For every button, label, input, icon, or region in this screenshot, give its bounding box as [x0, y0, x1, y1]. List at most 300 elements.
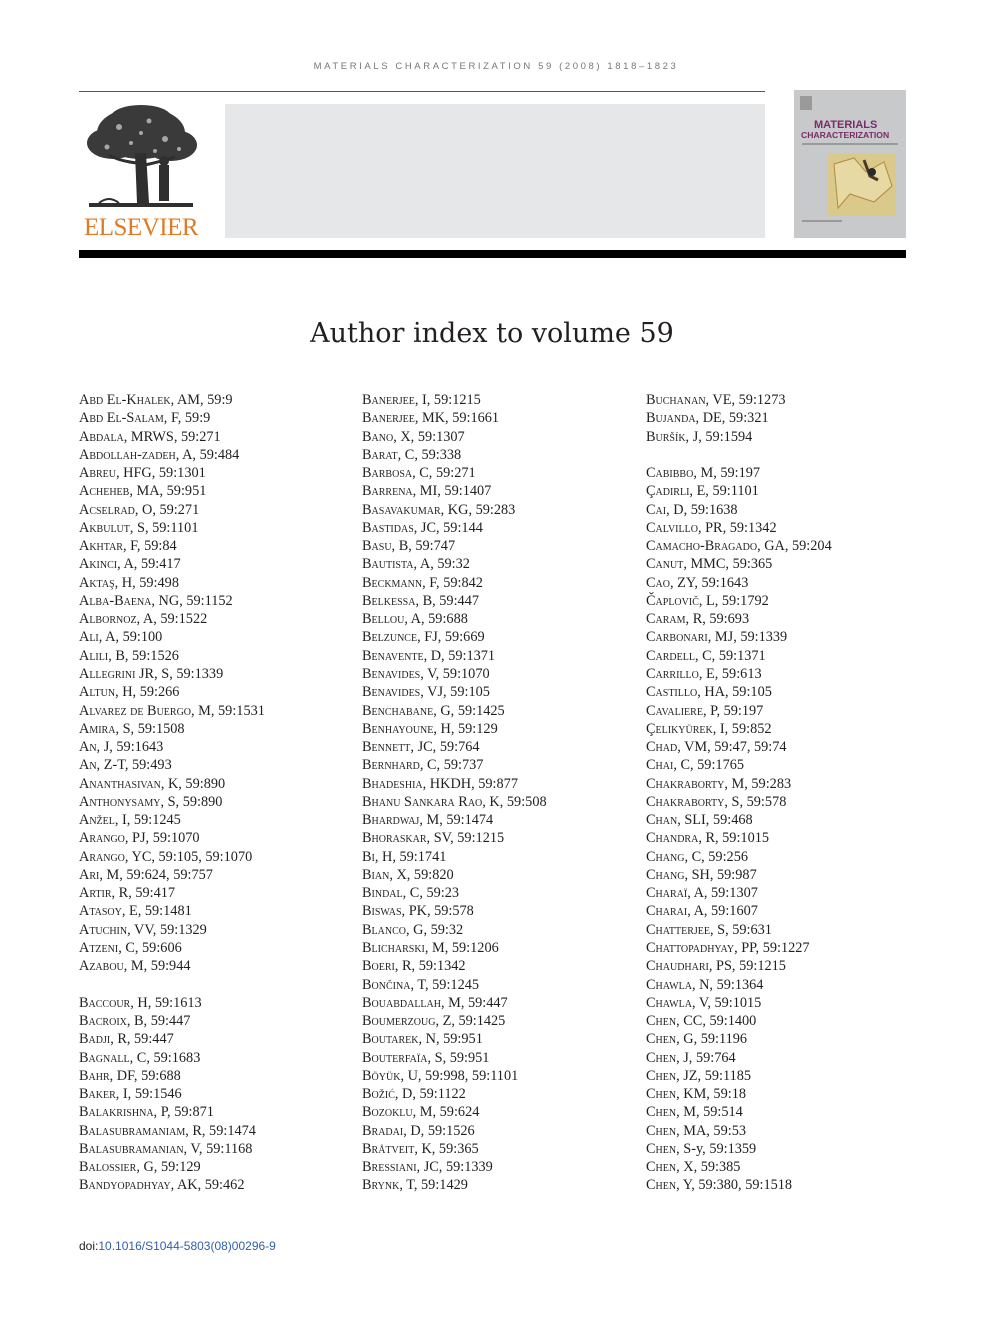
author-initials-pages: , JC, 59:144 — [413, 519, 483, 536]
author-surname: Caram — [646, 611, 686, 628]
author-entry — [362, 1085, 652, 1103]
author-surname: Chawla — [646, 994, 692, 1011]
author-initials-pages: , S, 59:890 — [160, 793, 223, 810]
author-entry — [79, 921, 369, 939]
author-initials-pages: , R, 59:1015 — [698, 830, 770, 847]
author-entry — [362, 775, 652, 793]
author-surname: Artir — [79, 885, 112, 902]
author-surname: Chatterjee — [646, 921, 710, 938]
author-initials-pages: , D, 59:1638 — [666, 501, 738, 518]
author-surname: Charaï — [646, 885, 688, 902]
author-entry — [646, 775, 936, 793]
author-initials-pages: , E, 59:1481 — [121, 903, 192, 920]
author-surname: Bončina — [362, 976, 411, 993]
author-surname: An — [79, 739, 97, 756]
author-initials-pages: , F, 59:842 — [422, 574, 483, 591]
author-surname: Barat — [362, 446, 398, 463]
author-entry — [646, 482, 936, 500]
author-initials-pages: , F, 59:84 — [122, 538, 177, 555]
author-entry — [79, 464, 369, 482]
author-entry — [646, 683, 936, 701]
author-surname: Benhayoune — [362, 720, 434, 737]
author-entry — [646, 848, 936, 866]
author-initials-pages: , E, 59:613 — [698, 665, 762, 682]
author-surname: Alili — [79, 647, 109, 664]
author-entry — [646, 1158, 936, 1176]
author-surname: Bhardwaj — [362, 812, 420, 829]
author-initials-pages: , KM, 59:18 — [676, 1086, 746, 1103]
author-surname: Carbonari — [646, 629, 708, 646]
author-surname: Altun — [79, 684, 116, 701]
author-initials-pages: , H, 59:266 — [115, 684, 180, 701]
author-entry — [646, 592, 936, 610]
author-initials-pages: , M, 59:1206 — [424, 939, 499, 956]
author-initials-pages: , U, 59:998, 59:1101 — [400, 1067, 519, 1084]
author-initials-pages: , SH, 59:987 — [684, 866, 757, 883]
author-initials-pages: , B, 59:447 — [126, 1013, 191, 1030]
author-surname: Basu — [362, 538, 392, 555]
author-surname: Bian — [362, 866, 390, 883]
author-entry — [362, 738, 652, 756]
author-entry — [646, 738, 936, 756]
author-entry — [79, 1085, 369, 1103]
author-surname: Chai — [646, 757, 674, 774]
running-head: MATERIALS CHARACTERIZATION 59 (2008) 1818–1823 — [313, 61, 679, 72]
author-entry — [79, 610, 369, 628]
author-initials-pages: , N, 59:951 — [418, 1031, 483, 1048]
author-surname: Bråtveit — [362, 1140, 415, 1157]
elsevier-wordmark: ELSEVIER — [83, 214, 199, 241]
header-banner — [225, 104, 765, 238]
author-entry — [79, 994, 369, 1012]
author-initials-pages: , MA, 59:53 — [676, 1122, 746, 1139]
author-surname: Bressiani — [362, 1159, 417, 1176]
author-surname: Chattopadhyay — [646, 939, 735, 956]
author-initials-pages: , A, 59:1607 — [687, 903, 758, 920]
author-initials-pages: , V, 59:1070 — [420, 665, 490, 682]
author-surname: Albornoz — [79, 611, 137, 628]
author-surname: Bastidas — [362, 519, 414, 536]
author-initials-pages: , M, 59:944 — [123, 958, 191, 975]
author-entry — [646, 756, 936, 774]
author-surname: Castillo — [646, 684, 698, 701]
author-entry — [362, 976, 652, 994]
author-surname: Abdala — [79, 428, 124, 445]
author-surname: Banerjee — [362, 392, 415, 408]
author-entry — [362, 610, 652, 628]
author-initials-pages: , J, 59:1643 — [96, 739, 164, 756]
author-surname: Belzunce — [362, 629, 418, 646]
author-entry — [646, 884, 936, 902]
author-entry — [646, 829, 936, 847]
author-initials-pages: , M, 59:1531 — [191, 702, 265, 719]
author-entry — [646, 793, 936, 811]
author-surname: Baccour — [79, 994, 131, 1011]
author-initials-pages: , T, 59:1245 — [410, 976, 480, 993]
doi-link[interactable]: 10.1016/S1044-5803(08)00296-9 — [98, 1239, 276, 1253]
author-surname: Bi — [362, 848, 375, 865]
author-entry — [646, 628, 936, 646]
author-surname: Božić — [362, 1086, 395, 1103]
author-surname: Akhtar — [79, 538, 123, 555]
author-initials-pages: , M, 59:624, 59:757 — [99, 866, 213, 883]
author-entry — [79, 939, 369, 957]
author-initials-pages: , SLI, 59:468 — [677, 812, 753, 829]
author-entry — [79, 1103, 369, 1121]
author-entry — [362, 1140, 652, 1158]
author-initials-pages: , KG, 59:283 — [440, 501, 516, 518]
author-initials-pages: , D, 59:1371 — [423, 647, 496, 664]
author-surname: Buchanan — [646, 392, 706, 408]
author-entry — [646, 702, 936, 720]
author-initials-pages: , PP, 59:1227 — [734, 939, 810, 956]
author-surname: Bradai — [362, 1122, 404, 1139]
author-entry — [362, 884, 652, 902]
author-initials-pages: , G, 59:129 — [136, 1159, 201, 1176]
author-entry — [79, 391, 369, 409]
author-surname: Abd El-Khalek — [79, 392, 171, 408]
author-initials-pages: , VV, 59:1329 — [127, 921, 207, 938]
author-entry — [646, 391, 936, 409]
author-initials-pages: , A, 59:688 — [404, 611, 468, 628]
author-surname: Chang — [646, 848, 685, 865]
author-initials-pages: , S-y, 59:1359 — [676, 1140, 757, 1157]
author-surname: Alba-Baena — [79, 592, 152, 609]
author-surname: Bernhard — [362, 757, 420, 774]
author-initials-pages: , MRWS, 59:271 — [123, 428, 221, 445]
author-initials-pages: , VJ, 59:105 — [420, 684, 490, 701]
author-surname: Bautista — [362, 556, 414, 573]
author-surname: Azabou — [79, 958, 124, 975]
author-entry — [362, 555, 652, 573]
author-initials-pages: , PS, 59:1215 — [708, 958, 786, 975]
author-initials-pages: , A, 59:484 — [175, 446, 240, 463]
author-entry — [362, 574, 652, 592]
author-entry — [646, 647, 936, 665]
author-initials-pages: , MJ, 59:1339 — [707, 629, 788, 646]
author-entry — [79, 446, 369, 464]
author-entry — [646, 1140, 936, 1158]
author-initials-pages: , H, 59:129 — [433, 720, 498, 737]
author-entry — [646, 574, 936, 592]
author-surname: Abd El-Salam — [79, 410, 164, 427]
author-surname: Chen — [646, 1159, 677, 1176]
author-initials-pages: , DE, 59:321 — [695, 410, 769, 427]
author-initials-pages: , S, 59:631 — [709, 921, 772, 938]
author-entry — [362, 482, 652, 500]
author-initials-pages: , C, 59:338 — [397, 446, 462, 463]
author-initials-pages: , VE, 59:1273 — [705, 392, 786, 408]
author-initials-pages: , O, 59:271 — [134, 501, 200, 518]
author-surname: Balasubramaniam — [79, 1122, 186, 1139]
author-surname: Chang — [646, 866, 685, 883]
author-surname: Barbosa — [362, 465, 413, 482]
author-surname: Anthonysamy — [79, 793, 161, 810]
author-initials-pages: , PK, 59:578 — [401, 903, 474, 920]
author-entry — [646, 519, 936, 537]
author-initials-pages: , X, 59:820 — [389, 866, 454, 883]
author-initials-pages: , S, 59:578 — [724, 793, 787, 810]
author-initials-pages: , V, 59:1015 — [691, 994, 762, 1011]
author-initials-pages: , B, 59:1526 — [108, 647, 179, 664]
author-initials-pages: , S, 59:1339 — [154, 665, 224, 682]
author-entry — [79, 501, 369, 519]
author-surname: Chen — [646, 1104, 677, 1121]
cover-title-line1: MATERIALS — [814, 119, 878, 131]
author-entry — [646, 866, 936, 884]
author-surname: Bellou — [362, 611, 405, 628]
author-entry — [79, 555, 369, 573]
author-surname: Benavente — [362, 647, 424, 664]
author-surname: Bacroix — [79, 1013, 127, 1030]
author-surname: Atuchin — [79, 921, 128, 938]
author-surname: Boeri — [362, 958, 395, 975]
author-initials-pages: , I, 59:852 — [712, 720, 772, 737]
header-rule — [79, 91, 765, 92]
author-initials-pages: , HFG, 59:1301 — [116, 465, 206, 482]
author-entry — [362, 811, 652, 829]
author-entry — [362, 1176, 652, 1194]
author-surname: Brynk — [362, 1177, 400, 1194]
author-surname: Camacho-Bragado — [646, 538, 758, 555]
author-entry — [79, 848, 369, 866]
author-initials-pages: , HA, 59:105 — [697, 684, 772, 701]
author-surname: Aktaş — [79, 574, 115, 591]
author-surname: Benchabane — [362, 702, 434, 719]
author-entry — [362, 994, 652, 1012]
index-column-3 — [646, 391, 936, 1195]
author-initials-pages: , G, 59:1196 — [676, 1031, 748, 1048]
author-entry — [362, 957, 652, 975]
author-surname: Cardell — [646, 647, 695, 664]
author-surname: Balasubramanian — [79, 1140, 184, 1157]
author-surname: Chen — [646, 1049, 677, 1066]
author-initials-pages: , V, 59:1168 — [183, 1140, 253, 1157]
author-surname: Anžel — [79, 812, 115, 829]
author-entry — [79, 647, 369, 665]
author-surname: Abdollah-zadeh — [79, 446, 176, 463]
author-entry — [362, 428, 652, 446]
author-entry — [79, 756, 369, 774]
author-initials-pages: , D, 59:1122 — [394, 1086, 466, 1103]
author-initials-pages: , PR, 59:1342 — [697, 519, 777, 536]
author-surname: Charai — [646, 903, 688, 920]
author-entry — [362, 446, 652, 464]
author-surname: Chen — [646, 1140, 677, 1157]
author-surname: Cabibbo — [646, 465, 694, 482]
author-surname: Bindal — [362, 885, 403, 902]
author-surname: Chen — [646, 1013, 677, 1030]
author-entry — [362, 1049, 652, 1067]
author-entry — [362, 665, 652, 683]
author-entry — [362, 1103, 652, 1121]
author-entry — [362, 683, 652, 701]
author-entry — [646, 1049, 936, 1067]
index-letter-gap — [79, 976, 369, 994]
author-surname: Acselrad — [79, 501, 135, 518]
author-entry — [646, 1012, 936, 1030]
author-initials-pages: , I, 59:1215 — [414, 392, 481, 408]
author-initials-pages: , JZ, 59:1185 — [676, 1067, 752, 1084]
author-surname: Basavakumar — [362, 501, 441, 518]
author-initials-pages: , F, 59:9 — [163, 410, 211, 427]
author-initials-pages: , R, 59:447 — [110, 1031, 174, 1048]
author-initials-pages: , GA, 59:204 — [757, 538, 832, 555]
author-initials-pages: , L, 59:1792 — [698, 592, 769, 609]
author-surname: Canut — [646, 556, 684, 573]
author-surname: Abreu — [79, 465, 116, 482]
author-surname: Benavides — [362, 684, 421, 701]
author-initials-pages: , JC, 59:764 — [410, 739, 480, 756]
author-surname: Chen — [646, 1177, 677, 1194]
author-surname: Boutarek — [362, 1031, 419, 1048]
author-entry — [79, 957, 369, 975]
page-title: Author index to volume 59 — [310, 318, 674, 349]
author-entry — [79, 592, 369, 610]
author-surname: Allegrini JR — [79, 665, 155, 682]
author-surname: Bouabdallah — [362, 994, 441, 1011]
author-entry — [79, 793, 369, 811]
author-initials-pages: , C, 59:737 — [419, 757, 484, 774]
author-entry — [79, 628, 369, 646]
author-initials-pages: , R, 59:693 — [685, 611, 750, 628]
author-initials-pages: , J, 59:1594 — [685, 428, 753, 445]
author-initials-pages: , N, 59:1364 — [691, 976, 764, 993]
author-surname: Akbulut — [79, 519, 130, 536]
author-initials-pages: , A, 59:417 — [117, 556, 181, 573]
author-initials-pages: , FJ, 59:669 — [417, 629, 485, 646]
author-entry — [646, 1067, 936, 1085]
author-surname: Chad — [646, 739, 678, 756]
author-surname: Banerjee — [362, 410, 415, 427]
author-entry — [362, 902, 652, 920]
author-initials-pages: , PJ, 59:1070 — [124, 830, 200, 847]
author-entry — [79, 866, 369, 884]
author-entry — [646, 902, 936, 920]
author-surname: Biswas — [362, 903, 402, 920]
author-entry — [646, 1103, 936, 1121]
author-surname: Ananthasivan — [79, 775, 161, 792]
author-entry — [362, 519, 652, 537]
author-initials-pages: , Z, 59:1425 — [435, 1013, 506, 1030]
author-surname: Buršík — [646, 428, 686, 445]
author-entry — [646, 1122, 936, 1140]
author-initials-pages: , R, 59:417 — [111, 885, 176, 902]
author-entry — [79, 829, 369, 847]
author-entry — [362, 702, 652, 720]
author-initials-pages: , B, 59:447 — [415, 592, 479, 609]
author-surname: Bagnall — [79, 1049, 130, 1066]
author-initials-pages: , MMC, 59:365 — [683, 556, 773, 573]
author-initials-pages: , SV, 59:1215 — [426, 830, 505, 847]
author-entry — [646, 464, 936, 482]
author-entry — [362, 592, 652, 610]
author-initials-pages: , S, 59:1508 — [115, 720, 185, 737]
author-entry — [646, 665, 936, 683]
author-initials-pages: , M, 59:514 — [676, 1104, 743, 1121]
cover-title-line2: CHARACTERIZATION — [801, 130, 890, 140]
author-surname: Bouterfaïa — [362, 1049, 428, 1066]
author-surname: Chen — [646, 1067, 677, 1084]
author-entry — [362, 1067, 652, 1085]
author-initials-pages: , R, 59:1342 — [394, 958, 466, 975]
author-entry — [646, 811, 936, 829]
author-surname: Akinci — [79, 556, 118, 573]
author-initials-pages: , G, 59:1425 — [433, 702, 505, 719]
author-surname: Chen — [646, 1122, 677, 1139]
author-initials-pages: , VM, 59:47, 59:74 — [677, 739, 787, 756]
author-entry — [646, 610, 936, 628]
author-entry — [646, 1176, 936, 1194]
author-initials-pages: , M, 59:283 — [724, 775, 792, 792]
author-initials-pages: , C, 59:256 — [684, 848, 748, 865]
author-surname: Çadirli — [646, 483, 690, 500]
author-initials-pages: , M, 59:624 — [412, 1104, 480, 1121]
author-surname: Arango — [79, 830, 125, 847]
author-initials-pages: , J, 59:764 — [676, 1049, 736, 1066]
author-entry — [79, 519, 369, 537]
author-surname: Chen — [646, 1086, 677, 1103]
author-initials-pages: , K, 59:365 — [414, 1140, 479, 1157]
author-initials-pages: , C, 59:1371 — [694, 647, 766, 664]
author-surname: Baker — [79, 1086, 116, 1103]
author-initials-pages: , A, 59:100 — [98, 629, 163, 646]
author-initials-pages: , YC, 59:105, 59:1070 — [124, 848, 253, 865]
author-surname: Alvarez de Buergo — [79, 702, 192, 719]
author-entry — [362, 939, 652, 957]
author-surname: Chandra — [646, 830, 699, 847]
author-surname: Blicharski — [362, 939, 425, 956]
author-initials-pages: , K, 59:508 — [482, 793, 547, 810]
author-surname: Calvillo — [646, 519, 698, 536]
author-entry — [79, 665, 369, 683]
author-entry — [79, 409, 369, 427]
author-surname: Bandyopadhyay — [79, 1177, 171, 1194]
author-entry — [362, 501, 652, 519]
author-initials-pages: , H, 59:498 — [114, 574, 179, 591]
author-surname: Bano — [362, 428, 394, 445]
author-surname: Badji — [79, 1031, 111, 1048]
author-initials-pages: , I, 59:1546 — [115, 1086, 182, 1103]
author-initials-pages: , C, 59:23 — [402, 885, 460, 902]
index-column-2 — [362, 391, 652, 1195]
author-initials-pages: , X, 59:1307 — [393, 428, 465, 445]
author-entry — [646, 957, 936, 975]
author-initials-pages: , R, 59:1474 — [185, 1122, 256, 1139]
author-initials-pages: , MI, 59:1407 — [412, 483, 492, 500]
author-entry — [79, 720, 369, 738]
author-entry — [646, 555, 936, 573]
author-entry — [646, 428, 936, 446]
author-entry — [79, 1122, 369, 1140]
author-surname: Chaudhari — [646, 958, 709, 975]
author-initials-pages: , M, 59:197 — [693, 465, 761, 482]
author-initials-pages: , S, 59:951 — [427, 1049, 490, 1066]
author-initials-pages: , CC, 59:1400 — [676, 1013, 757, 1030]
author-surname: Cao — [646, 574, 670, 591]
author-surname: Chawla — [646, 976, 692, 993]
author-initials-pages: , AM, 59:9 — [170, 392, 233, 408]
author-initials-pages: , Z-T, 59:493 — [96, 757, 172, 774]
author-initials-pages: , AK, 59:462 — [170, 1177, 245, 1194]
author-surname: Chan — [646, 812, 678, 829]
author-initials-pages: , A, 59:1307 — [687, 885, 758, 902]
author-entry — [79, 428, 369, 446]
author-surname: Acheheb — [79, 483, 130, 500]
author-entry — [362, 537, 652, 555]
author-entry — [646, 976, 936, 994]
author-entry — [79, 775, 369, 793]
